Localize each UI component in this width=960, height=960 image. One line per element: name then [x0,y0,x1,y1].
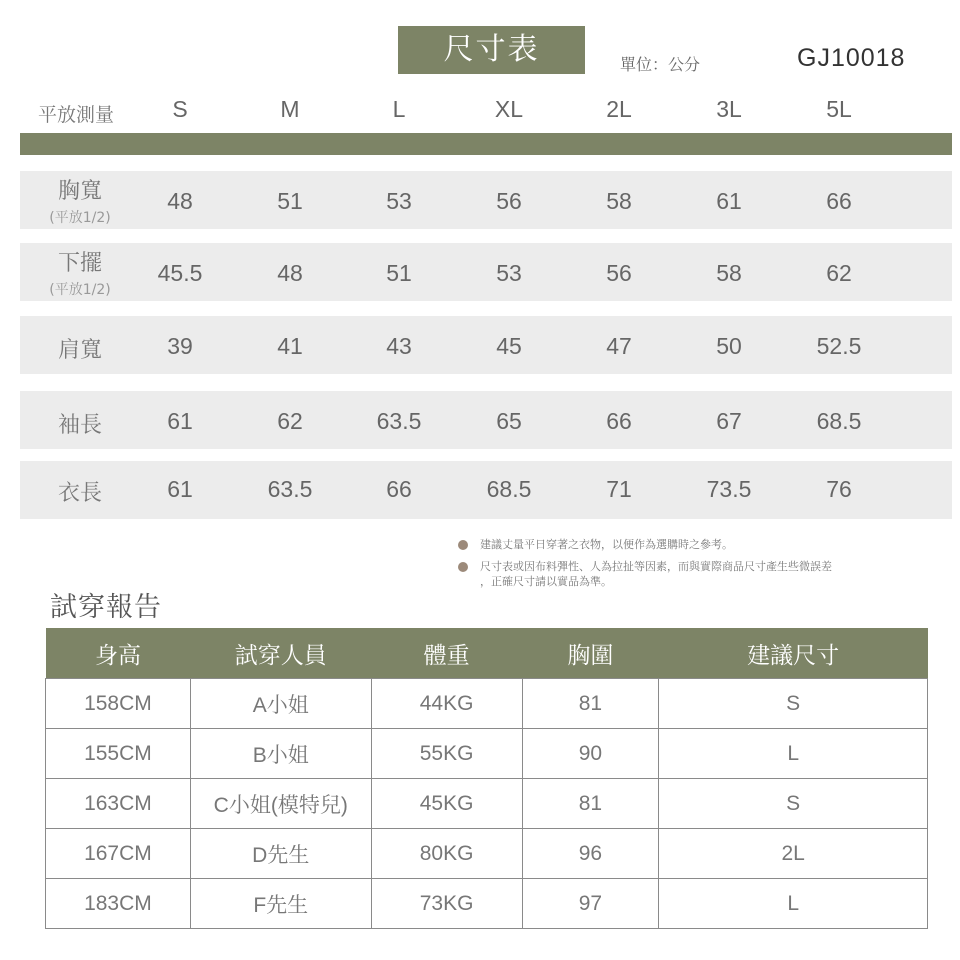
note-text: 建議丈量平日穿著之衣物，以便作為選購時之參考。 [480,538,733,551]
measurement-cell: 45 [496,333,522,359]
size-header-m: M [280,96,300,122]
table-cell: F先生 [190,879,371,929]
header-weight: 體重 [371,628,522,679]
measurement-cell: 47 [606,333,632,359]
table-row [46,729,928,779]
measurement-cell: 76 [826,476,852,502]
header-chest: 胸圍 [522,628,659,679]
row-label-main: 肩寬 [57,338,102,363]
measurement-cell: 71 [606,476,632,502]
measurement-cell: 62 [277,408,303,434]
header-recommended-size: 建議尺寸 [659,628,928,679]
table-header-row [46,628,928,679]
measurement-cell: 61 [716,188,742,214]
measurement-cell: 58 [716,260,742,286]
measurement-cell: 66 [606,408,632,434]
measurement-cell: 48 [277,260,303,286]
row-label [20,174,140,227]
table-cell: 2L [659,829,928,879]
table-cell: 183CM [46,879,191,929]
measurement-cell: 52.5 [816,333,862,359]
table-cell: 81 [522,679,659,729]
size-header-label: 平放測量 [38,104,115,126]
table-row [46,779,928,829]
size-header-xl: XL [494,96,524,122]
table-cell: 73KG [371,879,522,929]
measurement-cell: 48 [167,188,193,214]
measurement-cell: 63.5 [267,476,313,502]
table-cell: D先生 [190,829,371,879]
table-cell: 55KG [371,729,522,779]
measurement-cell: 67 [716,408,742,434]
row-label [20,333,140,364]
table-cell: S [659,779,928,829]
measurement-cell: 65 [496,408,522,434]
measurement-cell: 63.5 [376,408,422,434]
table-cell: 158CM [46,679,191,729]
bullet-dot-icon [458,562,468,572]
product-code: GJ10018 [797,44,906,72]
size-header-s: S [172,96,188,122]
table-cell: 155CM [46,729,191,779]
row-label [20,408,140,439]
report-title: 試穿報告 [50,592,162,623]
unit-label: 單位：公分 [620,55,701,74]
table-cell: 167CM [46,829,191,879]
measurement-row-shoulder [20,316,952,374]
measurement-cell: 45.5 [157,260,203,286]
measurement-row-chest [20,171,952,229]
row-label-main: 袖長 [57,413,102,438]
row-label-sub: (平放1/2) [49,210,111,226]
note-1 [458,536,733,552]
table-cell: 44KG [371,679,522,729]
table-row [46,679,928,729]
measurement-cell: 41 [277,333,303,359]
measurement-row-hem [20,243,952,301]
row-label-sub: (平放1/2) [49,282,111,298]
table-cell: L [659,729,928,779]
measurement-cell: 43 [386,333,412,359]
table-cell: C小姐(模特兒) [190,779,371,829]
measurement-cell: 68.5 [486,476,532,502]
measurement-cell: 66 [826,188,852,214]
measurement-cell: 62 [826,260,852,286]
table-cell: 45KG [371,779,522,829]
header-divider-bar [20,133,952,155]
header-height: 身高 [46,628,191,679]
measurement-cell: 66 [386,476,412,502]
measurement-cell: 51 [386,260,412,286]
measurement-cell: 61 [167,408,193,434]
size-header-2l: 2L [606,96,632,122]
table-cell: L [659,879,928,929]
table-cell: 90 [522,729,659,779]
page-title: 尺寸表 [398,26,585,74]
measurement-cell: 73.5 [706,476,752,502]
row-label [20,246,140,299]
size-header-3l: 3L [716,96,742,122]
row-label-main: 衣長 [57,481,102,506]
note-2 [458,558,832,574]
table-cell: B小姐 [190,729,371,779]
row-label [20,476,140,507]
measurement-cell: 53 [386,188,412,214]
note-text: 尺寸表或因布料彈性、人為拉扯等因素，而與實際商品尺寸產生些微誤差 [480,560,832,573]
table-cell: 81 [522,779,659,829]
measurement-cell: 56 [606,260,632,286]
measurement-cell: 68.5 [816,408,862,434]
measurement-cell: 61 [167,476,193,502]
measurement-cell: 53 [496,260,522,286]
row-label-main: 胸寬 [57,179,102,204]
table-row [46,829,928,879]
measurement-row-sleeve [20,391,952,449]
table-row [46,879,928,929]
bullet-dot-icon [458,540,468,550]
table-cell: S [659,679,928,729]
header-tester: 試穿人員 [190,628,371,679]
table-cell: 80KG [371,829,522,879]
fit-report-table [45,628,928,929]
row-label-main: 下擺 [57,251,102,276]
measurement-cell: 50 [716,333,742,359]
measurement-cell: 39 [167,333,193,359]
measurement-cell: 58 [606,188,632,214]
note-2-continued: ，正確尺寸請以實品為準。 [480,575,612,588]
table-cell: 97 [522,879,659,929]
table-cell: A小姐 [190,679,371,729]
measurement-row-length [20,461,952,519]
table-cell: 163CM [46,779,191,829]
size-header-5l: 5L [826,96,852,122]
table-cell: 96 [522,829,659,879]
measurement-cell: 56 [496,188,522,214]
size-header-l: L [392,96,406,122]
measurement-cell: 51 [277,188,303,214]
